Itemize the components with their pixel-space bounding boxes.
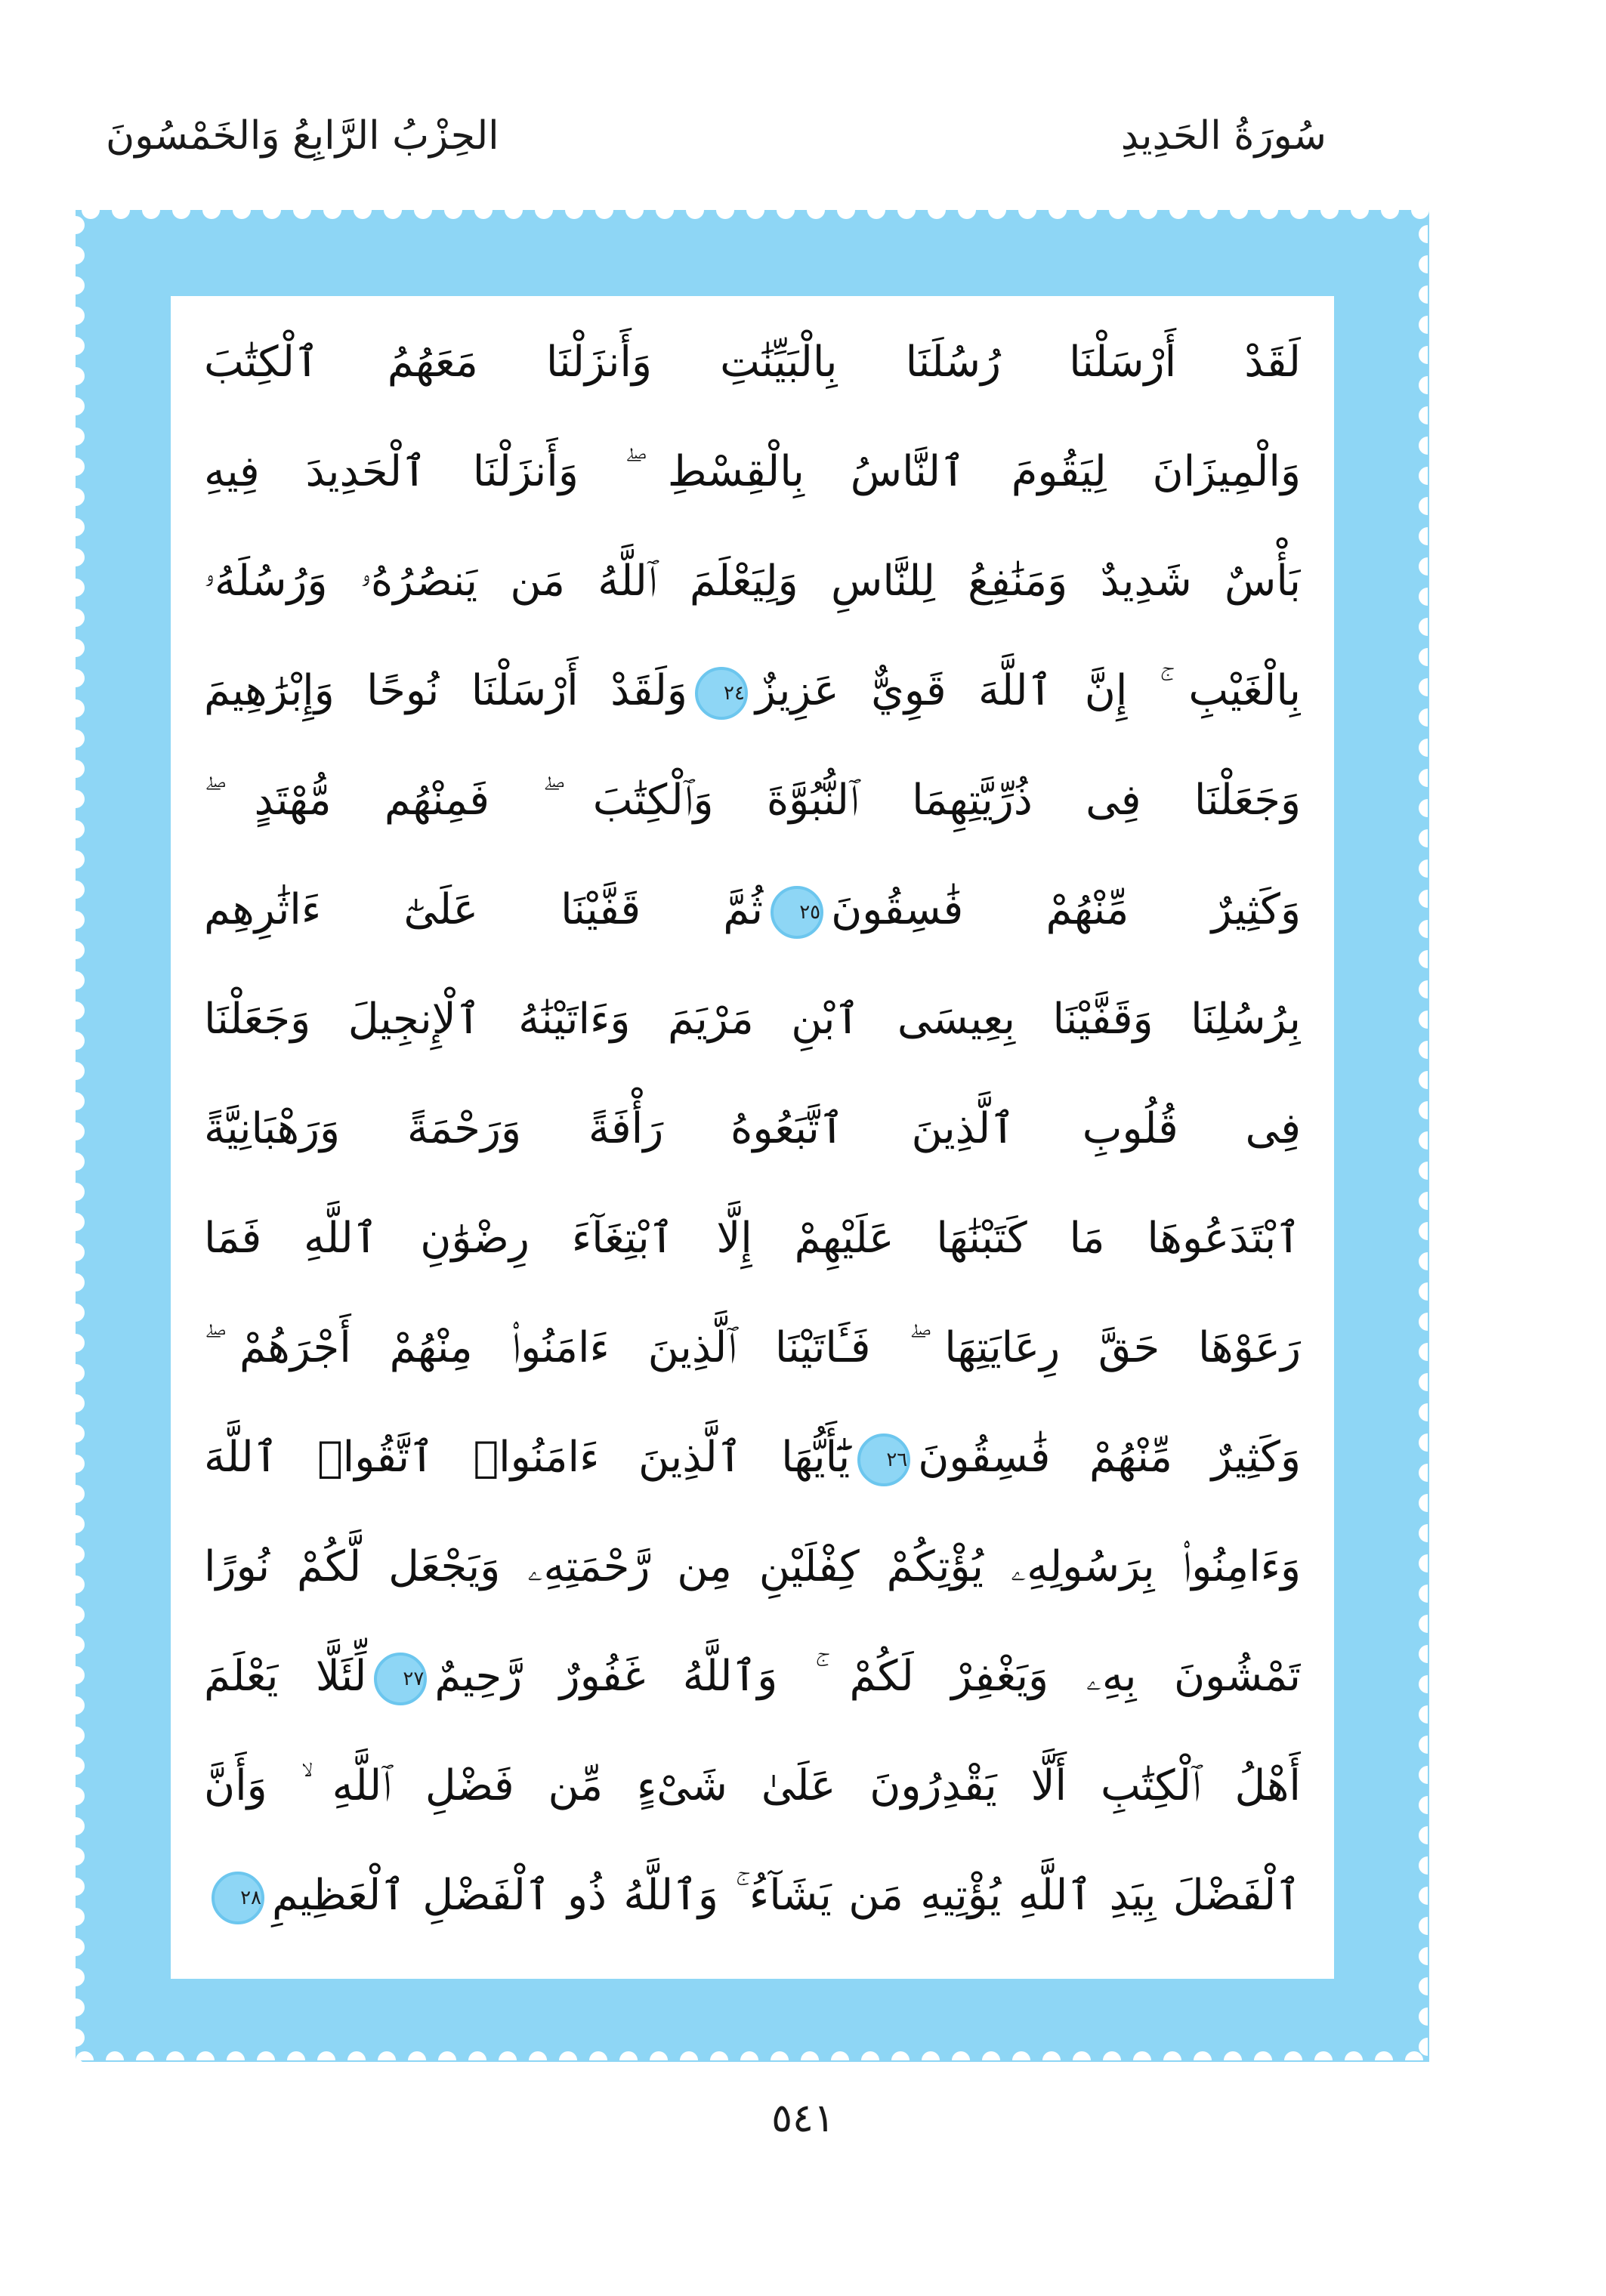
surah-title: سُورَةُ الحَدِيدِ: [1120, 113, 1326, 159]
text-line-7: بِرُسُلِنَا وَقَفَّيْنَا بِعِيسَى ٱبْنِ مَرْيَمَ وَءَاتَيْنَٰهُ ٱلْإِنجِيلَ وَجَعَلْنَا: [204, 995, 1301, 1044]
text-line-13: تَمْشُونَ بِهِۦ وَيَغْفِرْ لَكُمْ ۚ وَٱللَّهُ غَفُورٌ رَّحِيمٌ٢٧لِّئَلَّا يَعْلَمَ: [204, 1624, 1301, 1730]
text-line-5: وَجَعَلْنَا فِى ذُرِّيَّتِهِمَا ٱلنُّبُوَّةَ وَٱلْكِتَٰبَ ۖ فَمِنْهُم مُّهْتَدٍ ۖ: [204, 776, 1301, 825]
text-line-11: وَكَثِيرٌ مِّنْهُمْ فَٰسِقُونَ٢٦يَٰٓأَيُّهَا ٱلَّذِينَ ءَامَنُوا۟ ٱتَّقُوا۟ ٱللَّهَ: [204, 1405, 1301, 1511]
text-line-12: وَءَامِنُوا۟ بِرَسُولِهِۦ يُؤْتِكُمْ كِفْلَيْنِ مِن رَّحْمَتِهِۦ وَيَجْعَل لَّكُمْ نُورًا: [204, 1542, 1301, 1591]
page-header: [0, 113, 1606, 181]
text-line-1: لَقَدْ أَرْسَلْنَا رُسُلَنَا بِالْبَيِّنَٰتِ وَأَنزَلْنَا مَعَهُمُ ٱلْكِتَٰبَ: [204, 338, 1301, 387]
text-line-9: ٱبْتَدَعُوهَا مَا كَتَبْنَٰهَا عَلَيْهِمْ إِلَّا ٱبْتِغَآءَ رِضْوَٰنِ ٱللَّهِ فَمَا: [204, 1214, 1301, 1263]
text-line-4: بِالْغَيْبِ ۚ إِنَّ ٱللَّهَ قَوِيٌّ عَزِيزٌ٢٤وَلَقَدْ أَرْسَلْنَا نُوحًا وَإِبْرَٰهِيمَ: [204, 638, 1301, 744]
ayah-marker: ٢٥: [771, 886, 823, 939]
text-line-14: أَهْلُ ٱلْكِتَٰبِ أَلَّا يَقْدِرُونَ عَلَىٰ شَىْءٍ مِّن فَضْلِ ٱللَّهِ ۙ وَأَنَّ: [204, 1761, 1301, 1810]
ayah-marker: ٢٤: [695, 667, 748, 720]
text-line-8: فِى قُلُوبِ ٱلَّذِينَ ٱتَّبَعُوهُ رَأْفَةً وَرَحْمَةً وَرَهْبَانِيَّةً: [204, 1104, 1301, 1153]
text-line-3: بَأْسٌ شَدِيدٌ وَمَنَٰفِعُ لِلنَّاسِ وَلِيَعْلَمَ ٱللَّهُ مَن يَنصُرُهُۥ وَرُسُلَهُۥ: [204, 557, 1301, 606]
hizb-title: الحِزْبُ الرَّابِعُ وَالخَمْسُونَ: [106, 113, 499, 159]
page-number: ٥٤١: [771, 2096, 835, 2141]
text-line-2: وَالْمِيزَانَ لِيَقُومَ ٱلنَّاسُ بِالْقِسْطِ ۖ وَأَنزَلْنَا ٱلْحَدِيدَ فِيهِ: [204, 447, 1301, 496]
text-line-10: رَعَوْهَا حَقَّ رِعَايَتِهَا ۖ فَـَٔاتَيْنَا ٱلَّذِينَ ءَامَنُوا۟ مِنْهُمْ أَجْرَهُمْ ۖ: [204, 1323, 1301, 1372]
text-line-15: ٱلْفَضْلَ بِيَدِ ٱللَّهِ يُؤْتِيهِ مَن يَشَآءُ ۚ وَٱللَّهُ ذُو ٱلْفَضْلِ ٱلْعَظِيمِ٢٨: [204, 1843, 1301, 1949]
ayah-marker: ٢٦: [857, 1433, 910, 1486]
text-line-6: وَكَثِيرٌ مِّنْهُمْ فَٰسِقُونَ٢٥ثُمَّ قَفَّيْنَا عَلَىٰٓ ءَاثَٰرِهِم: [204, 857, 1301, 963]
ayah-marker: ٢٧: [374, 1653, 427, 1705]
verse-text: [204, 310, 1301, 1964]
ayah-marker: ٢٨: [212, 1872, 264, 1924]
